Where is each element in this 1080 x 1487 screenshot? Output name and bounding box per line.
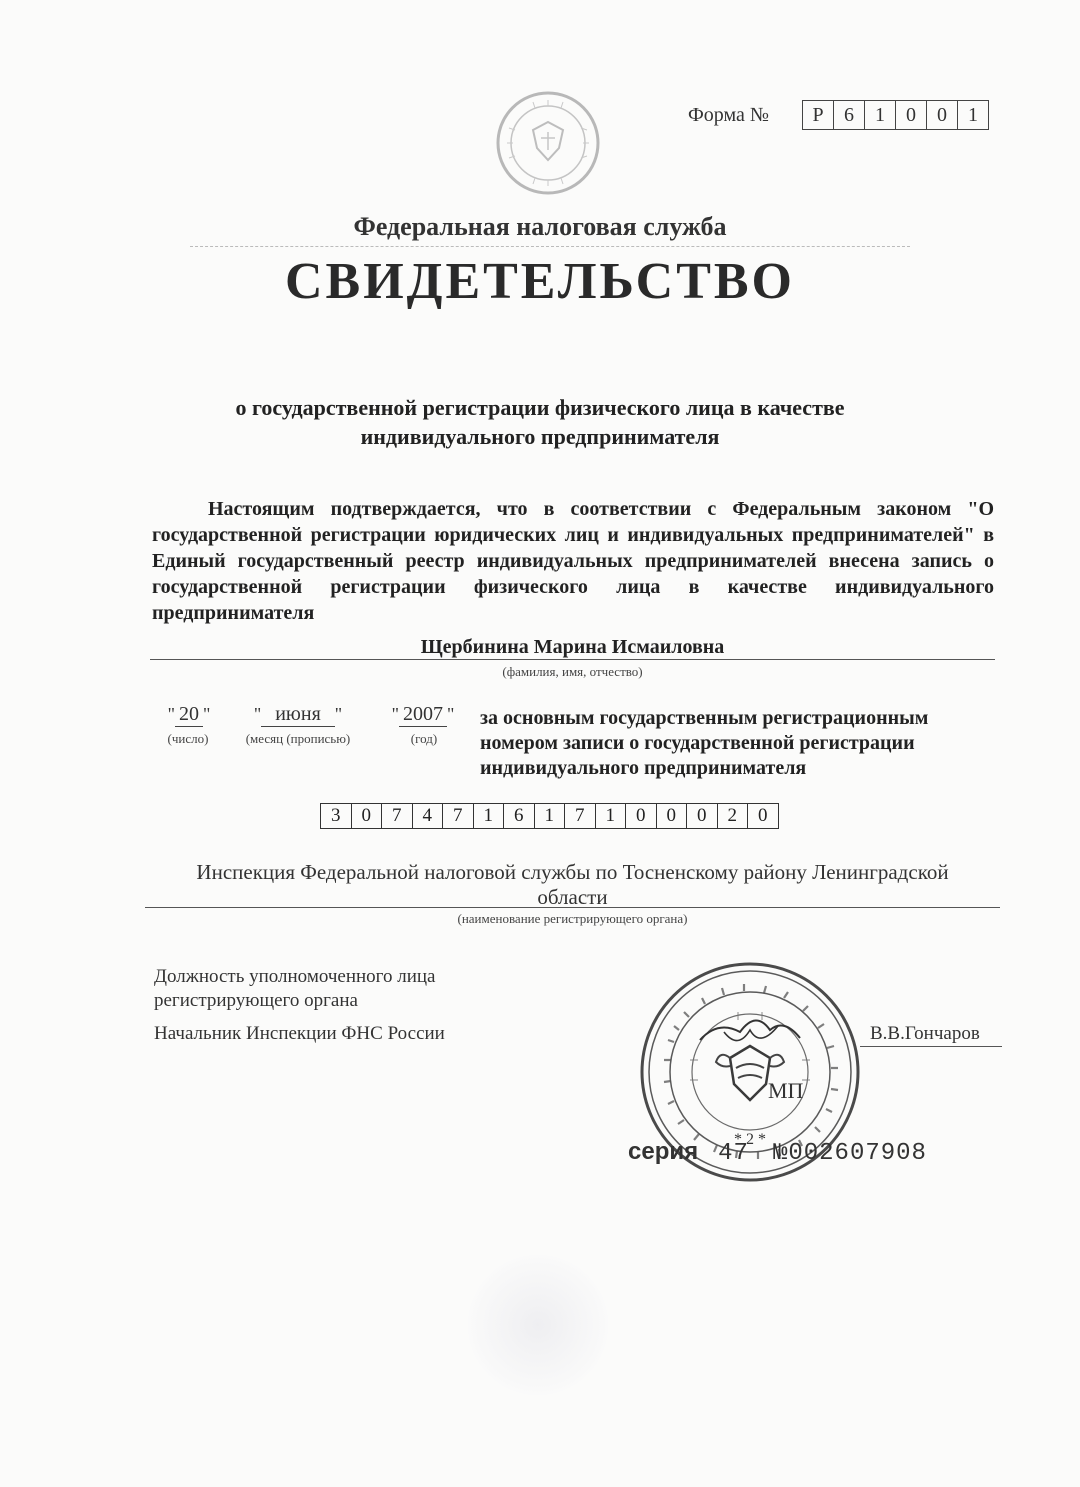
ogrnip-digit: 6 — [504, 804, 535, 828]
serial-number — [628, 1138, 927, 1167]
subtitle-line: индивидуального предпринимателя — [360, 424, 720, 449]
seal-number: * 2 * — [734, 1131, 766, 1148]
date-year: " 2007 " — [391, 703, 455, 725]
form-code-boxes — [802, 100, 989, 130]
organ-underline — [145, 907, 1000, 908]
date-month: " июня " — [253, 703, 343, 725]
registration-line: индивидуального предпринимателя — [480, 757, 807, 779]
document-title: СВИДЕТЕЛЬСТВО — [284, 253, 796, 310]
organ-caption: (наименование регистрирующего органа) — [457, 911, 688, 926]
fio-caption: (фамилия, имя, отчество) — [502, 664, 643, 679]
position-caption-line: регистрирующего органа — [154, 990, 358, 1011]
ogrnip-digit: 0 — [758, 805, 768, 826]
ogrnip-digit: 2 — [718, 804, 749, 828]
position-caption-line: Должность уполномоченного лица — [154, 966, 436, 987]
emblem-stamp-top — [493, 88, 603, 198]
ogrnip-digit: 1 — [535, 804, 566, 828]
ogrnip-digit: 7 — [443, 804, 474, 828]
ogrnip-digit: 0 — [626, 804, 657, 828]
confirmation-text: Настоящим подтверждается, что в соответствии с Федеральным законом "О государственной регистрации юридических лиц и индивидуальных предпринимателей" в Единый государственный реестр индивидуальных предпринимателей внесена запись о государственной регистрации физического лица в качестве индивидуального предпринимателя — [152, 498, 994, 624]
date-day-value: 20 — [175, 703, 203, 727]
ogrnip-digit: 0 — [657, 804, 688, 828]
ogrnip-digit: 1 — [474, 804, 505, 828]
form-code-char: 1 — [865, 101, 896, 129]
document-subtitle — [180, 393, 900, 451]
signatory-name: В.В.Гончаров — [870, 1023, 980, 1044]
form-code-char: 0 — [927, 101, 958, 129]
organ-line: Инспекция Федеральной налоговой службы по Тосненскому району Ленинградской — [196, 860, 949, 884]
position-caption — [154, 965, 436, 1013]
form-code-char: 0 — [896, 101, 927, 129]
agency-name: Федеральная налоговая служба — [353, 212, 727, 241]
date-month-value: июня — [261, 703, 335, 727]
serial-no: №002607908 — [772, 1140, 927, 1167]
fio-underline — [150, 659, 995, 660]
ogrnip-digit: 7 — [565, 804, 596, 828]
form-code-char: Р — [803, 101, 834, 129]
signatory-position: Начальник Инспекции ФНС России — [154, 1023, 445, 1044]
date-day: " 20 " — [167, 703, 211, 725]
ogrnip-digit: 3 — [321, 804, 352, 828]
registration-line: за основным государственным регистрационным — [480, 707, 929, 729]
date-year-value: 2007 — [399, 703, 447, 727]
form-code-char: 1 — [968, 104, 978, 126]
ogrnip-digit: 1 — [596, 804, 627, 828]
form-label: Форма № — [688, 104, 769, 126]
serial-series: 47 — [718, 1140, 749, 1167]
day-caption: (число) — [167, 731, 209, 746]
ogrnip-digit: 0 — [687, 804, 718, 828]
registration-text — [480, 706, 928, 781]
subtitle-line: о государственной регистрации физического лица в качестве — [235, 395, 845, 420]
form-code-char: 6 — [834, 101, 865, 129]
ogrnip-digit: 0 — [352, 804, 383, 828]
serial-label: серия — [628, 1138, 699, 1165]
signature-line — [860, 1046, 1002, 1047]
ogrnip-digit: 7 — [382, 804, 413, 828]
ogrnip-number-boxes — [320, 803, 779, 829]
registering-organ — [145, 860, 1000, 910]
month-caption: (месяц (прописью) — [245, 731, 351, 746]
seal-mp: МП — [768, 1078, 804, 1103]
hologram-mark — [468, 1255, 608, 1395]
registration-line: номером записи о государственной регистрации — [480, 732, 915, 754]
organ-line: области — [537, 885, 608, 909]
ogrnip-digit: 4 — [413, 804, 444, 828]
year-caption: (год) — [410, 731, 438, 746]
person-fio: Щербинина Марина Исмаиловна — [420, 636, 725, 658]
agency-divider — [190, 246, 910, 247]
